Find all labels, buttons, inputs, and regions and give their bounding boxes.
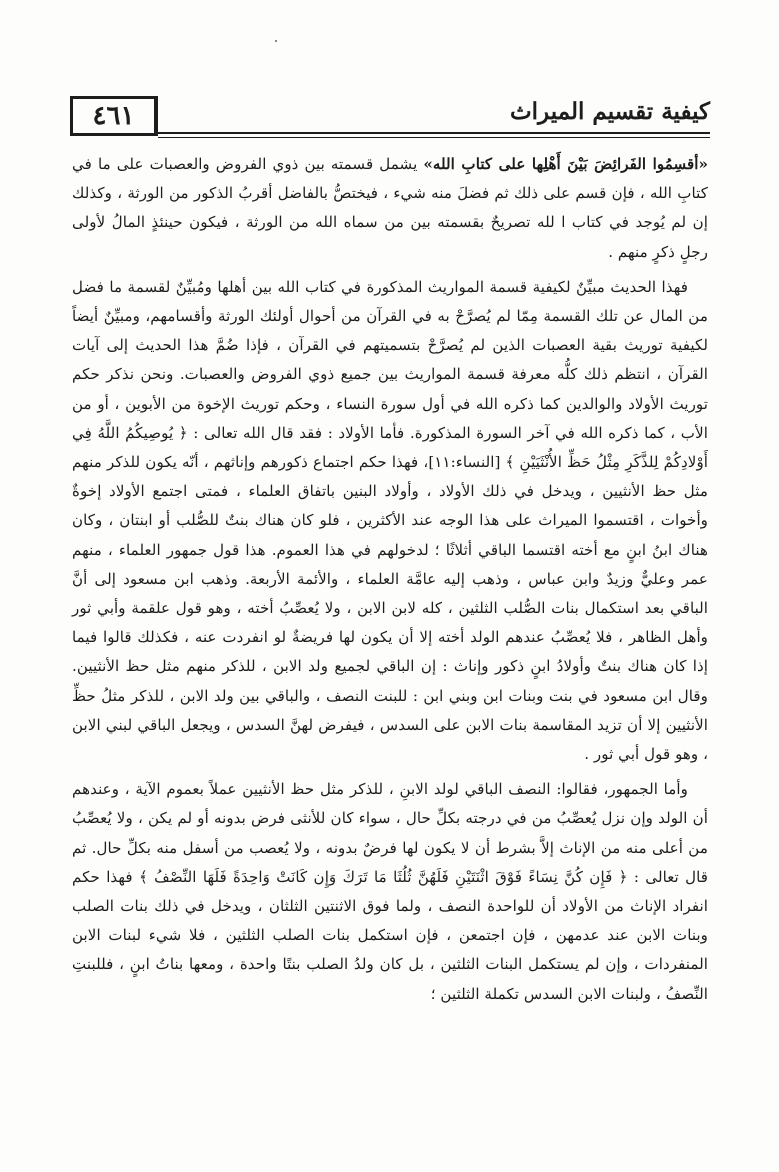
paragraph — [72, 273, 708, 769]
paragraph — [72, 775, 708, 1009]
scan-speck — [275, 40, 277, 42]
page-number: ٤٦١ — [92, 101, 135, 131]
header-rule-thin — [158, 137, 710, 138]
paragraph-text: فهذا الحديث مبيِّنٌ لكيفية قسمة المواريث المذكورة في كتاب الله بين أهلها ومُبيِّنٌ لقسمة ما فضل من المال عن تلك القسمة مِمّا لم يُصرَّحْ به في القرآن من أحوال أولئك الورثة وأقسامهم، ومبيِّنٌ أيضاً لكيفية توريث بقية العصبات الذين لم يُصرَّحْ بتسميتهم في القرآن ، فإذا ضُمَّ هذا الحديث إلى آيات القرآن ، انتظم ذلك كلُّه معرفة قسمة المواريث بين جميع ذوي الفروض والعصبات. ونحن نذكر حكم توريث الأولاد والوالدين كما ذكره الله في أول سورة النساء ، وحكم توريث الإخوة من الأبوين ، أو من الأب ، كما ذكره الله في آخر السورة المذكورة. فأما الأولاد : فقد قال الله تعالى : ﴿ يُوصِيكُمُ اللَّهُ فِي أَوْلادِكُمْ لِلذَّكَرِ مِثْلُ حَظِّ الأُنْثَيَيْنِ ﴾ [النساء:١١]، فهذا حكم اجتماع ذكورهم وإناثهم ، أنّه يكون للذكر منهم مثل حظ الأنثيين ، ويدخل في ذلك الأولاد ، وأولاد البنين باتفاق العلماء ، فمتى اجتمع الأولاد إخوةٌ وأخوات ، اقتسموا الميراث على هذا الوجه عند الأكثرين ، فلو كان هناك بنتٌ للصُّلب أو ابنتان ، وكان هناك ابنُ ابنٍ مع أخته اقتسما الباقي أثلاثًا ؛ لدخولهم في هذا العموم. هذا قول جمهور العلماء ، منهم عمر وعليٌّ وزيدٌ وابن عباس ، وذهب إليه عامَّة العلماء ، والأئمة الأربعة. وذهب ابن مسعود إلى أنَّ الباقي بعد استكمال بنات الصُّلب الثلثين ، كله لابن الابن ، ولا يُعصِّبُ أخته ، وهو قول علقمة وأبي ثور وأهل الظاهر ، فلا يُعصِّبُ عندهم الولد أخته إلا أن يكون لها فريضةٌ لو انفردت عنه ، فكذلك قالوا فيما إذا كان هناك بنتٌ وأولادُ ابنٍ ذكور وإناث : إن الباقي لجميع ولد الابن ، للذكر منهم مثل حظ الأنثيين. وقال ابن مسعود في بنت وبنات ابن وبني ابن : للبنت النصف ، والباقي بين ولد الابن ، للذكر مثلُ حظِّ الأنثيين إلا أن تزيد المقاسمة بنات الابن على السدس ، فيفرض لهنَّ السدس ، ويجعل الباقي لبني الابن ، وهو قول أبي ثور . — [72, 277, 708, 764]
running-title: كيفية تقسيم الميراث — [510, 98, 710, 125]
body-text — [72, 150, 708, 1015]
paragraph — [72, 150, 708, 267]
page-header — [70, 96, 710, 140]
paragraph-text: يشمل قسمته بين ذوي الفروض والعصبات على ما في كتابِ الله ، فإن قسم على ذلك ثم فضلَ منه شيء ، فيختصُّ بالفاضل أقربُ الذكور من الورثة ، وكذلك إن لم يُوجد في كتاب ا لله تصريحٌ بقسمته بين من سماه الله من الورثة ، فيكون حينئذٍ المالُ لأولى رجلٍ ذكرٍ منهم . — [72, 155, 708, 261]
page-number-box — [70, 96, 158, 136]
header-rule — [158, 132, 710, 134]
hadith-quote: «أقسِمُوا الفَرائِضَ بَيْنَ أَهْلِها على كتابِ الله» — [423, 155, 708, 173]
paragraph-text: وأما الجمهور، فقالوا: النصف الباقي لولد الابنِ ، للذكر مثل حظ الأنثيين عملاً بعموم الآية ، وعندهم أن الولد وإن نزل يُعصِّبُ من في درجته بكلِّ حال ، سواء كان للأنثى فرض بدونه أو لم يكن ، ولا يُعصِّبُ من أعلى منه من الإناث إلاَّ بشرط أن لا يكون لها فرضٌ بدونه ، ولا يُعصب من أسفل منه بكلِّ حال. ثم قال تعالى : ﴿ فَإِن كُنَّ نِسَاءً فَوْقَ اثْنَتَيْنِ فَلَهُنَّ ثُلُثَا مَا تَرَكَ وَإِن كَانَتْ وَاحِدَةً فَلَهَا النِّصْفُ ﴾ فهذا حكم انفراد الإناث من الأولاد أن للواحدة النصف ، ولما فوق الاثنتين الثلثان ، ويدخل في ذلك بنات الصلب وبنات الابن عند عدمهن ، فإن اجتمعن ، فإن استكمل بنات الصلب الثلثين ، فلا شيء لبنات الابن المنفردات ، وإن لم يستكمل البنات الثلثين ، بل كان ولدُ الصلب بنتًا واحدة ، ومعها بناتُ ابنٍ ، فللبنتِ النِّصفُ ، ولبنات الابن السدس تكملة الثلثين ؛ — [72, 780, 708, 1003]
